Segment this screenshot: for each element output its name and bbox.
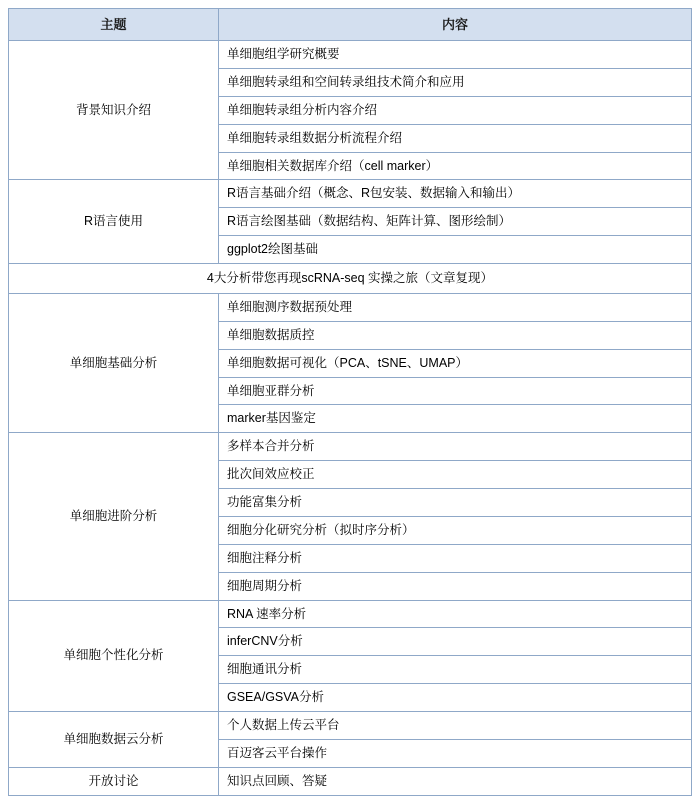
topic-cell: 单细胞个性化分析 <box>9 600 219 712</box>
section-banner-cell: 4大分析带您再现scRNA-seq 实操之旅（文章复现） <box>9 264 692 294</box>
table-row <box>9 433 692 461</box>
content-cell: 单细胞数据质控 <box>219 321 692 349</box>
topic-cell: 单细胞进阶分析 <box>9 433 219 600</box>
table-row <box>9 767 692 795</box>
content-cell: 单细胞数据可视化（PCA、tSNE、UMAP） <box>219 349 692 377</box>
column-header-topic: 主题 <box>9 9 219 41</box>
content-cell: marker基因鉴定 <box>219 405 692 433</box>
content-cell: 单细胞转录组数据分析流程介绍 <box>219 124 692 152</box>
content-cell: 细胞分化研究分析（拟时序分析） <box>219 516 692 544</box>
table-header <box>9 9 692 41</box>
topic-cell: 单细胞数据云分析 <box>9 712 219 768</box>
content-cell: inferCNV分析 <box>219 628 692 656</box>
content-cell: 功能富集分析 <box>219 489 692 517</box>
content-cell: 多样本合并分析 <box>219 433 692 461</box>
content-cell: 单细胞组学研究概要 <box>219 41 692 69</box>
content-cell: 细胞周期分析 <box>219 572 692 600</box>
content-cell: 细胞通讯分析 <box>219 656 692 684</box>
table-row <box>9 264 692 294</box>
topic-cell: 单细胞基础分析 <box>9 293 219 432</box>
content-cell: RNA 速率分析 <box>219 600 692 628</box>
table-row <box>9 41 692 69</box>
content-cell: 单细胞亚群分析 <box>219 377 692 405</box>
content-cell: 百迈客云平台操作 <box>219 739 692 767</box>
column-header-content: 内容 <box>219 9 692 41</box>
topic-cell: R语言使用 <box>9 180 219 264</box>
content-cell: R语言绘图基础（数据结构、矩阵计算、图形绘制） <box>219 208 692 236</box>
content-cell: GSEA/GSVA分析 <box>219 684 692 712</box>
content-cell: 细胞注释分析 <box>219 544 692 572</box>
content-cell: 知识点回顾、答疑 <box>219 767 692 795</box>
content-cell: 单细胞转录组分析内容介绍 <box>219 96 692 124</box>
table-row <box>9 600 692 628</box>
content-cell: 单细胞转录组和空间转录组技术简介和应用 <box>219 68 692 96</box>
content-cell: R语言基础介绍（概念、R包安装、数据输入和输出） <box>219 180 692 208</box>
curriculum-table <box>8 8 692 796</box>
content-cell: 个人数据上传云平台 <box>219 712 692 740</box>
content-cell: ggplot2绘图基础 <box>219 236 692 264</box>
topic-cell: 开放讨论 <box>9 767 219 795</box>
table-header-row <box>9 9 692 41</box>
topic-cell: 背景知识介绍 <box>9 41 219 180</box>
content-cell: 单细胞相关数据库介绍（cell marker） <box>219 152 692 180</box>
table-body <box>9 41 692 796</box>
content-cell: 批次间效应校正 <box>219 461 692 489</box>
content-cell: 单细胞测序数据预处理 <box>219 293 692 321</box>
table-row <box>9 712 692 740</box>
table-row <box>9 293 692 321</box>
table-row <box>9 180 692 208</box>
